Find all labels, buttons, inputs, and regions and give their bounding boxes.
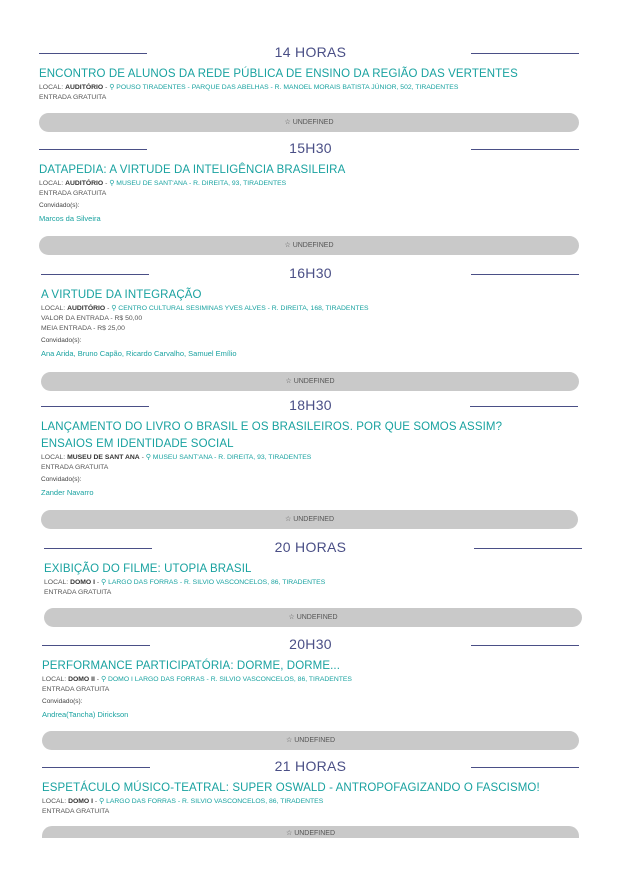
venue: AUDITÓRIO <box>67 305 106 312</box>
event-time: 18H30 <box>289 397 332 413</box>
time-header <box>0 397 621 417</box>
guests-label: Convidado(s): <box>42 698 83 705</box>
guests-label: Convidado(s): <box>39 202 80 209</box>
rating-bar[interactable]: ☆ UNDEFINED <box>42 731 579 750</box>
time-header <box>0 636 621 656</box>
star-icon: ☆ <box>285 737 293 744</box>
divider <box>470 406 578 407</box>
price: ENTRADA GRATUITA <box>41 464 109 471</box>
address-link[interactable]: CENTRO CULTURAL SESIMINAS YVES ALVES - R. DIREITA, 168, TIRADENTES <box>118 305 369 312</box>
event-title[interactable]: ENCONTRO DE ALUNOS DA REDE PÚBLICA DE ENSINO DA REGIÃO DAS VERTENTES <box>39 68 518 80</box>
rating-bar[interactable]: ☆ UNDEFINED <box>39 113 579 132</box>
divider <box>471 149 579 150</box>
star-icon: ☆ <box>288 614 295 621</box>
price: ENTRADA GRATUITA <box>39 94 107 101</box>
address-link[interactable]: POUSO TIRADENTES - PARQUE DAS ABELHAS - R. MANOEL MORAIS BATISTA JÚNIOR, 502, TIRADENTES <box>116 84 459 91</box>
event-location: LOCAL: DOMO I - ⚲ LARGO DAS FORRAS - R. SILVIO VASCONCELOS, 86, TIRADENTES <box>44 579 326 586</box>
star-icon: ☆ <box>284 119 291 126</box>
address-link[interactable]: LARGO DAS FORRAS - R. SILVIO VASCONCELOS, 86, TIRADENTES <box>106 798 324 805</box>
star-icon: ☆ <box>284 516 292 523</box>
rating-bar[interactable]: ☆ UNDEFINED <box>42 826 579 838</box>
venue: AUDITÓRIO <box>65 180 104 187</box>
address-link[interactable]: MUSEU SANT'ANA - R. DIREITA, 93, TIRADENTES <box>152 454 312 461</box>
price: ENTRADA GRATUITA <box>42 686 110 693</box>
star-icon: ☆ <box>284 242 291 249</box>
event-title[interactable]: LANÇAMENTO DO LIVRO O BRASIL E OS BRASILEIROS. POR QUE SOMOS ASSIM? ENSAIOS EM IDENTIDADE SOCIAL <box>41 421 503 450</box>
event-location: LOCAL: AUDITÓRIO - ⚲ CENTRO CULTURAL SESIMINAS YVES ALVES - R. DIREITA, 168, TIRADENTES <box>41 305 369 312</box>
event-time: 20H30 <box>289 636 332 652</box>
rating-bar[interactable]: ☆ UNDEFINED <box>44 608 582 627</box>
event-location: LOCAL: MUSEU DE SANT ANA - ⚲ MUSEU SANT'ANA - R. DIREITA, 93, TIRADENTES <box>41 454 312 461</box>
address-link[interactable]: MUSEU DE SANT'ANA - R. DIREITA, 93, TIRADENTES <box>116 180 287 187</box>
time-header <box>0 539 621 559</box>
event-time: 15H30 <box>289 140 332 156</box>
event-time: 20 HORAS <box>274 539 347 555</box>
event-title[interactable]: PERFORMANCE PARTICIPATÓRIA: DORME, DORME... <box>42 660 340 672</box>
price: VALOR DA ENTRADA - R$ 50,00 <box>41 315 143 322</box>
venue: AUDITÓRIO <box>65 84 104 91</box>
map-pin-icon: ⚲ <box>111 305 117 312</box>
map-pin-icon: ⚲ <box>109 180 115 187</box>
event-time: 21 HORAS <box>274 758 347 774</box>
venue: DOMO I <box>68 798 93 805</box>
rating-bar[interactable]: ☆ UNDEFINED <box>39 236 579 255</box>
map-pin-icon: ⚲ <box>109 84 115 91</box>
event-block <box>0 265 621 385</box>
event-title[interactable]: DATAPEDIA: A VIRTUDE DA INTELIGÊNCIA BRASILEIRA <box>39 164 346 176</box>
venue: MUSEU DE SANT ANA <box>67 454 140 461</box>
price: ENTRADA GRATUITA <box>44 589 112 596</box>
guests-list[interactable]: Ana Arida, Bruno Capão, Ricardo Carvalho, Samuel Emílio <box>41 349 237 358</box>
map-pin-icon: ⚲ <box>101 579 107 586</box>
price: MEIA ENTRADA - R$ 25,00 <box>41 325 125 332</box>
event-location: LOCAL: AUDITÓRIO - ⚲ MUSEU DE SANT'ANA - R. DIREITA, 93, TIRADENTES <box>39 180 287 187</box>
map-pin-icon: ⚲ <box>99 798 105 805</box>
event-location: LOCAL: AUDITÓRIO - ⚲ POUSO TIRADENTES - PARQUE DAS ABELHAS - R. MANOEL MORAIS BATISTA JÚNIOR, 502, TIRADENTES <box>39 84 459 91</box>
event-title[interactable]: EXIBIÇÃO DO FILME: UTOPIA BRASIL <box>44 563 252 575</box>
event-time: 14 HORAS <box>274 44 347 60</box>
divider <box>471 767 579 768</box>
address-link[interactable]: DOMO I LARGO DAS FORRAS - R. SILVIO VASCONCELOS, 86, TIRADENTES <box>107 676 352 683</box>
address-link[interactable]: LARGO DAS FORRAS - R. SILVIO VASCONCELOS, 86, TIRADENTES <box>108 579 326 586</box>
guests-list[interactable]: Andrea(Tancha) Dirickson <box>42 710 129 719</box>
guests-list[interactable]: Marcos da Silveira <box>39 214 101 223</box>
venue: DOMO II <box>68 676 95 683</box>
event-title[interactable]: A VIRTUDE DA INTEGRAÇÃO <box>41 289 202 301</box>
rating-bar[interactable]: ☆ UNDEFINED <box>41 510 578 529</box>
guests-label: Convidado(s): <box>41 476 82 483</box>
map-pin-icon: ⚲ <box>145 454 151 461</box>
divider <box>471 53 579 54</box>
guests-list[interactable]: Zander Navarro <box>41 488 94 497</box>
price: ENTRADA GRATUITA <box>42 808 110 815</box>
event-title[interactable]: ESPETÁCULO MÚSICO-TEATRAL: SUPER OSWALD - ANTROPOFAGIZANDO O FASCISMO! <box>42 782 540 794</box>
venue: DOMO I <box>70 579 95 586</box>
time-header <box>0 265 621 285</box>
event-time: 16H30 <box>289 265 332 281</box>
rating-bar[interactable]: ☆ UNDEFINED <box>41 372 579 391</box>
time-header <box>0 758 621 778</box>
price: ENTRADA GRATUITA <box>39 190 107 197</box>
star-icon: ☆ <box>285 830 293 837</box>
event-block <box>0 397 621 523</box>
time-header <box>0 44 621 64</box>
event-block <box>0 539 621 621</box>
guests-label: Convidado(s): <box>41 337 82 344</box>
map-pin-icon: ⚲ <box>100 676 107 683</box>
event-location: LOCAL: DOMO II - ⚲ DOMO I LARGO DAS FORRAS - R. SILVIO VASCONCELOS, 86, TIRADENTES <box>42 676 352 683</box>
event-block <box>0 44 621 126</box>
event-block <box>0 758 621 837</box>
divider <box>474 548 582 549</box>
event-block <box>0 636 621 744</box>
star-icon: ☆ <box>285 378 292 385</box>
time-header <box>0 140 621 160</box>
event-block <box>0 140 621 249</box>
event-location: LOCAL: DOMO I - ⚲ LARGO DAS FORRAS - R. SILVIO VASCONCELOS, 86, TIRADENTES <box>42 798 324 805</box>
divider <box>471 274 579 275</box>
divider <box>471 645 579 646</box>
